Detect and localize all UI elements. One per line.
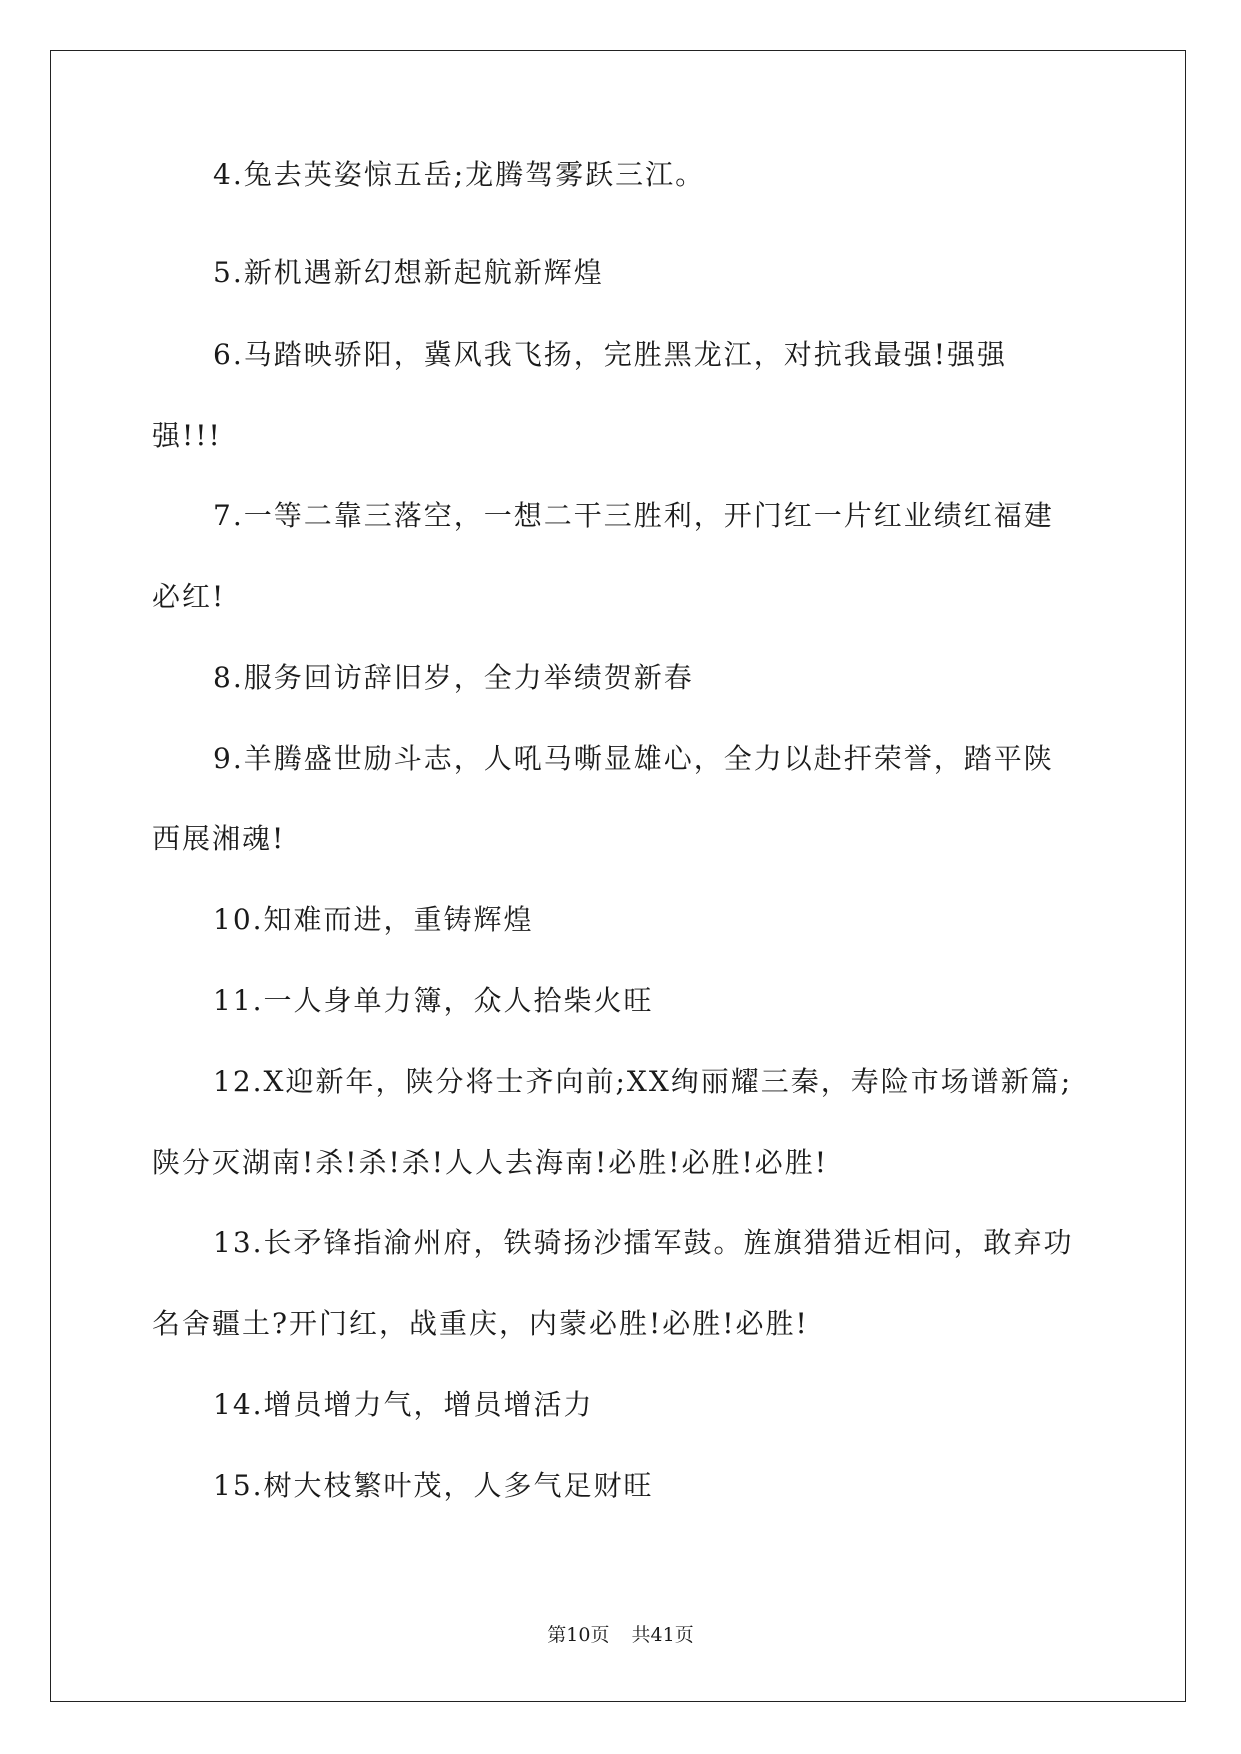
text-line: 12.X迎新年，陕分将士齐向前;XX绚丽耀三秦，寿险市场谱新篇; [213, 1065, 1073, 1098]
page-suffix: 页 [590, 1624, 610, 1646]
text-line: 陕分灭湖南!杀!杀!杀!人人去海南!必胜!必胜!必胜! [152, 1146, 829, 1179]
text-line: 14.增员增力气，增员增活力 [213, 1388, 594, 1421]
text-line: 13.长矛锋指渝州府，铁骑扬沙擂军鼓。旌旗猎猎近相问，敢弃功 [213, 1226, 1074, 1259]
total-prefix: 共 [631, 1624, 651, 1646]
page-total: 41 [650, 1624, 675, 1646]
text-line: 5.新机遇新幻想新起航新辉煌 [213, 256, 604, 289]
text-line: 11.一人身单力簿，众人拾柴火旺 [213, 984, 654, 1017]
text-line: 必红! [152, 580, 226, 613]
text-line: 7.一等二靠三落空，一想二干三胜利，开门红一片红业绩红福建 [213, 499, 1054, 532]
page-footer [0, 1623, 1241, 1647]
total-suffix: 页 [674, 1624, 694, 1646]
page-prefix: 第 [547, 1624, 567, 1646]
text-line: 强!!! [152, 419, 222, 452]
text-line: 西展湘魂! [152, 822, 286, 855]
text-line: 8.服务回访辞旧岁，全力举绩贺新春 [213, 661, 694, 694]
text-line: 9.羊腾盛世励斗志，人吼马嘶显雄心，全力以赴扞荣誉，踏平陕 [213, 742, 1054, 775]
text-line: 6.马踏映骄阳，冀风我飞扬，完胜黑龙江，对抗我最强!强强 [213, 338, 1007, 371]
text-line: 15.树大枝繁叶茂，人多气足财旺 [213, 1469, 654, 1502]
text-line: 10.知难而进，重铸辉煌 [213, 903, 534, 936]
page-current: 10 [566, 1624, 591, 1646]
text-line: 名舍疆土?开门红，战重庆，内蒙必胜!必胜!必胜! [152, 1307, 809, 1340]
text-line: 4.兔去英姿惊五岳;龙腾驾雾跃三江。 [213, 158, 706, 191]
page-border [50, 50, 1186, 1702]
